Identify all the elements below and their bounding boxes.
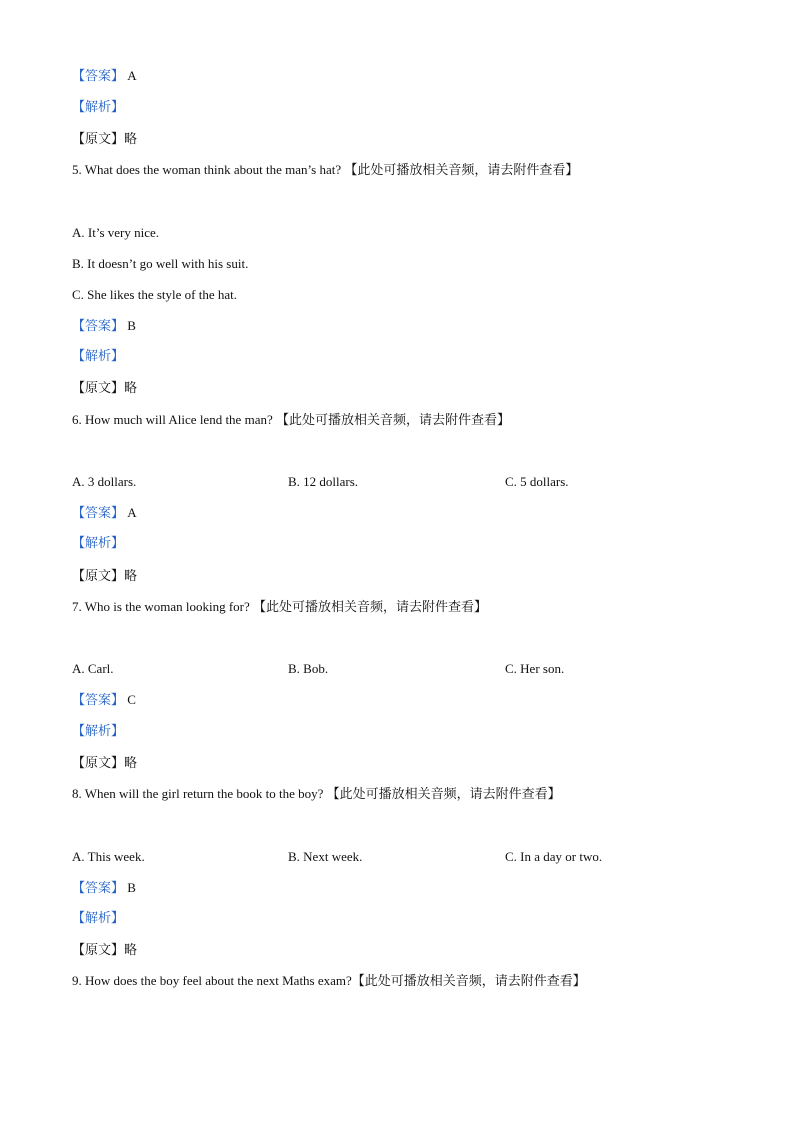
question-9: 9. How does the boy feel about the next Maths exam?【此处可播放相关音频，请去附件查看】 xyxy=(72,973,586,989)
analysis-label: 【解析】 xyxy=(72,536,125,551)
answer-line xyxy=(72,692,136,709)
answer-line xyxy=(72,505,137,522)
answer-value: B xyxy=(127,318,136,333)
answer-label: 【答案】 xyxy=(72,693,125,708)
audio-note[interactable]: 【此处可播放相关音频，请去附件查看】 xyxy=(344,163,579,178)
original-line: 【原文】略 xyxy=(72,381,138,396)
answer-label: 【答案】 xyxy=(72,881,125,896)
answer-label: 【答案】 xyxy=(72,69,125,84)
analysis-label: 【解析】 xyxy=(72,724,125,739)
answer-line xyxy=(72,318,136,335)
answer-value: B xyxy=(127,880,136,895)
option-5c: C. She likes the style of the hat. xyxy=(72,287,238,302)
answer-line xyxy=(72,68,137,85)
answer-label: 【答案】 xyxy=(72,506,125,521)
original-line: 【原文】略 xyxy=(72,943,138,958)
question-7: 7. Who is the woman looking for? 【此处可播放相关音频，请去附件查看】 xyxy=(72,599,488,615)
option-8a: A. This week. xyxy=(72,849,145,864)
option-6c: C. 5 dollars. xyxy=(505,474,569,489)
question-8: 8. When will the girl return the book to the boy? 【此处可播放相关音频，请去附件查看】 xyxy=(72,786,561,802)
audio-note[interactable]: 【此处可播放相关音频，请去附件查看】 xyxy=(326,787,561,802)
original-line: 【原文】略 xyxy=(72,756,138,771)
answer-value: C xyxy=(127,692,136,707)
question-5: 5. What does the woman think about the man’s hat? 【此处可播放相关音频，请去附件查看】 xyxy=(72,162,579,178)
option-6b: B. 12 dollars. xyxy=(288,474,359,489)
audio-note[interactable]: 【此处可播放相关音频，请去附件查看】 xyxy=(253,600,488,615)
option-7a: A. Carl. xyxy=(72,661,114,676)
audio-note[interactable]: 【此处可播放相关音频，请去附件查看】 xyxy=(351,974,586,989)
option-7c: C. Her son. xyxy=(505,661,565,676)
audio-note[interactable]: 【此处可播放相关音频，请去附件查看】 xyxy=(275,413,510,428)
answer-value: A xyxy=(127,68,137,83)
answer-label: 【答案】 xyxy=(72,319,125,334)
original-line: 【原文】略 xyxy=(72,569,138,584)
option-7b: B. Bob. xyxy=(288,661,329,676)
option-5b: B. It doesn’t go well with his suit. xyxy=(72,256,249,271)
option-8c: C. In a day or two. xyxy=(505,849,603,864)
option-8b: B. Next week. xyxy=(288,849,363,864)
original-line: 【原文】略 xyxy=(72,132,138,147)
answer-value: A xyxy=(127,505,137,520)
analysis-label: 【解析】 xyxy=(72,911,125,926)
option-5a: A. It’s very nice. xyxy=(72,225,160,240)
question-6: 6. How much will Alice lend the man? 【此处可播放相关音频，请去附件查看】 xyxy=(72,412,510,428)
answer-line xyxy=(72,880,136,897)
option-6a: A. 3 dollars. xyxy=(72,474,137,489)
analysis-label: 【解析】 xyxy=(72,100,125,115)
analysis-label: 【解析】 xyxy=(72,349,125,364)
